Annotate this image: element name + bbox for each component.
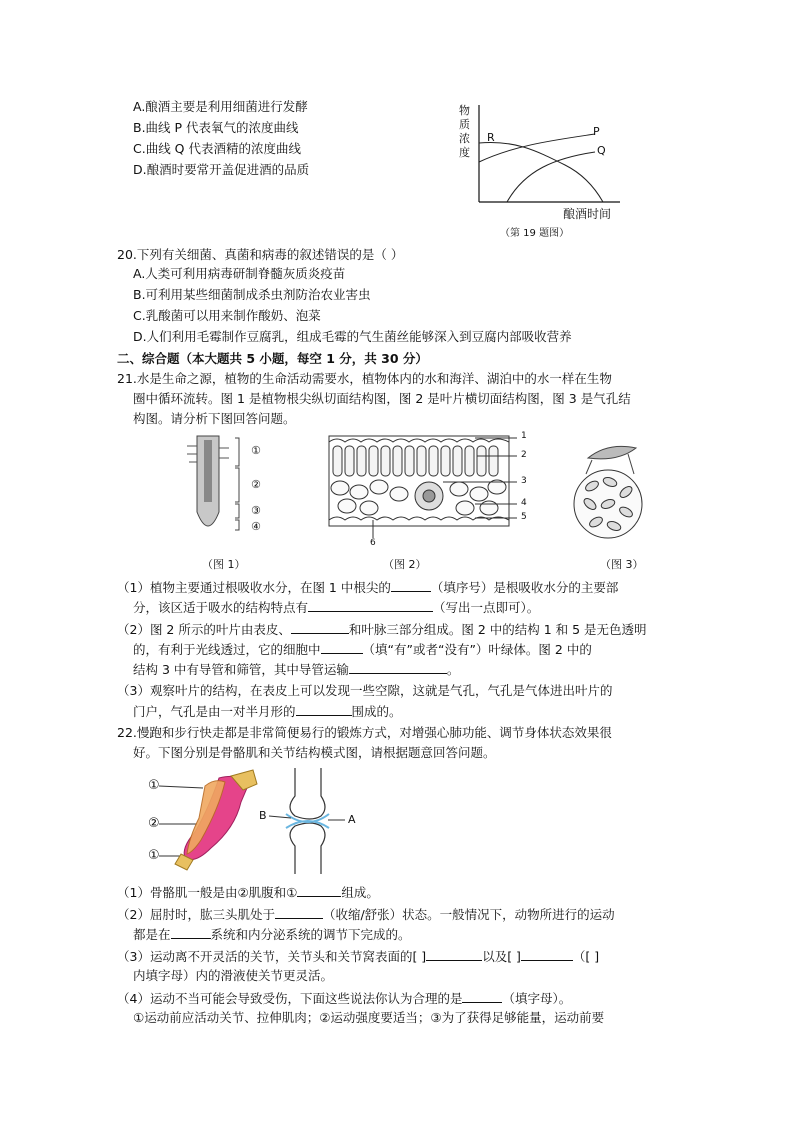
- q21-p1-line2: 分，该区适于吸水的结构特点有 （写出一点即可）。: [133, 600, 540, 615]
- q22-p3-line1: （3）运动离不开灵活的关节，关节头和关节窝表面的[ ] 以及[ ] （[ ]: [117, 949, 600, 964]
- fig1-label-4: ④: [251, 520, 261, 533]
- fig2-label-4: 4: [521, 498, 527, 508]
- fig2-label-1: 1: [521, 431, 527, 441]
- q21-stem-line: 21.水是生命之源，植物的生命活动需要水，植物体内的水和海洋、湖泊中的水一样在生物: [117, 371, 612, 386]
- q22-p4-line2: ①运动前应活动关节、拉伸肌肉；②运动强度要适当；③为了获得足够能量，运动前要: [133, 1010, 605, 1025]
- q21-p3-line2: 门户，气孔是由一对半月形的 围成的。: [133, 704, 402, 719]
- fig2-caption: （图 2）: [383, 558, 427, 571]
- q19-options: [133, 98, 463, 182]
- joint-label-a: A: [348, 813, 356, 826]
- fig2-label-5: 5: [521, 512, 527, 522]
- answer-blank[interactable]: [349, 660, 447, 674]
- stomata-drawing: [568, 440, 648, 550]
- q22-p2-line2: 都是在 系统和内分泌系统的调节下完成的。: [133, 927, 411, 942]
- q22-stem-line1: 22.慢跑和步行快走都是非常简便易行的锻炼方式，对增强心肺功能、调节身体状态效果很: [117, 725, 612, 740]
- q21-p2-line1: （2）图 2 所示的叶片由表皮、 和叶脉三部分组成。图 2 中的结构 1 和 5 是无色透明: [117, 622, 647, 637]
- fig1-caption: （图 1）: [202, 558, 246, 571]
- curve-r: [479, 142, 603, 202]
- fig1-label-2: ②: [251, 478, 261, 491]
- q19-caption: （第 19 题图）: [500, 228, 570, 239]
- answer-blank[interactable]: [171, 925, 211, 939]
- q21-fig2-leaf-section: [325, 432, 535, 552]
- answer-blank[interactable]: [426, 947, 482, 961]
- curve-label-q: Q: [597, 144, 606, 157]
- curve-label-r: R: [487, 131, 495, 144]
- section2-title: 二、综合题（本大题共 5 小题，每空 1 分，共 30 分）: [117, 351, 428, 366]
- q19-option-b: B.曲线 P 代表氧气的浓度曲线: [133, 120, 299, 135]
- y-axis-label: 物 质 浓 度: [459, 104, 470, 159]
- answer-blank[interactable]: [297, 883, 341, 897]
- q21-p1-line1: （1）植物主要通过根吸收水分，在图 1 中根尖的 （填序号）是根吸收水分的主要部: [117, 580, 619, 595]
- q21-p2-line2: 的，有利于光线透过，它的细胞中 （填“有”或者“没有”）叶绿体。图 2 中的: [133, 642, 592, 657]
- q19-chart: [455, 100, 630, 240]
- q19-option-d: D.酿酒时要常开盖促进酒的品质: [133, 162, 310, 177]
- q22-p2-line1: （2）屈肘时，肱三头肌处于 （收缩/舒张）状态。一般情况下，动物所进行的运动: [117, 907, 615, 922]
- q19-option-c: C.曲线 Q 代表酒精的浓度曲线: [133, 141, 301, 156]
- muscle-label-1-top: ①: [148, 778, 160, 793]
- fig3-caption: （图 3）: [600, 558, 644, 571]
- q21-fig3-stomata: [568, 440, 648, 550]
- muscle-joint-drawing: [145, 768, 375, 876]
- q20: [117, 246, 677, 346]
- q22-stem-line2: 好。下图分别是骨骼肌和关节结构模式图，请根据题意回答问题。: [133, 745, 496, 760]
- muscle-label-2: ②: [148, 816, 160, 831]
- answer-blank[interactable]: [308, 598, 433, 612]
- fig2-label-6: 6: [370, 538, 376, 548]
- answer-blank[interactable]: [521, 947, 573, 961]
- q20-option-a: A.人类可利用病毒研制脊髓灰质炎疫苗: [133, 266, 346, 281]
- answer-blank[interactable]: [275, 905, 323, 919]
- answer-blank[interactable]: [296, 702, 352, 716]
- q19-option-a: A.酿酒主要是利用细菌进行发酵: [133, 99, 308, 114]
- answer-blank[interactable]: [321, 640, 363, 654]
- fig1-label-1: ①: [251, 444, 261, 457]
- q22-p1: （1）骨骼肌一般是由②肌腹和① 组成。: [117, 885, 379, 900]
- root-tip-drawing: [175, 432, 285, 544]
- curve-q: [507, 152, 595, 202]
- q21-p2-line3: 结构 3 中有导管和筛管，其中导管运输 。: [133, 662, 460, 677]
- q22-p4-line1: （4）运动不当可能会导致受伤，下面这些说法你认为合理的是 （填字母）。: [117, 991, 572, 1006]
- leaf-section-drawing: [325, 432, 535, 552]
- fig1-label-3: ③: [251, 504, 261, 517]
- curve-label-p: P: [593, 125, 600, 138]
- q21-fig1-root-tip: [175, 432, 285, 544]
- q21-stem: [117, 370, 677, 430]
- q20-option-b: B.可利用某些细菌制成杀虫剂防治农业害虫: [133, 287, 371, 302]
- q20-option-d: D.人们利用毛霉制作豆腐乳，组成毛霉的气生菌丝能够深入到豆腐内部吸收营养: [133, 329, 572, 344]
- q22-figure: [145, 768, 375, 876]
- q21-stem-line: 圈中循环流转。图 1 是植物根尖纵切面结构图，图 2 是叶片横切面结构图，图 3 是气孔结: [133, 391, 631, 406]
- q21-stem-line: 构图。请分析下图回答问题。: [133, 411, 296, 426]
- fig2-label-3: 3: [521, 476, 527, 486]
- answer-blank[interactable]: [391, 578, 431, 592]
- joint-label-b: B: [259, 809, 267, 822]
- answer-blank[interactable]: [462, 989, 502, 1003]
- fig2-label-2: 2: [521, 450, 527, 460]
- q20-stem: 20.下列有关细菌、真菌和病毒的叙述错误的是（ ）: [117, 247, 404, 262]
- q21-p3-line1: （3）观察叶片的结构，在表皮上可以发现一些空隙，这就是气孔，气孔是气体进出叶片的: [117, 683, 613, 698]
- q20-option-c: C.乳酸菌可以用来制作酸奶、泡菜: [133, 308, 321, 323]
- muscle-label-1-bottom: ①: [148, 848, 160, 863]
- x-axis-label: 酿酒时间: [563, 207, 612, 221]
- q22-p3-line2: 内填字母）内的滑液使关节更灵活。: [133, 968, 334, 983]
- curve-p: [479, 134, 595, 162]
- answer-blank[interactable]: [291, 620, 349, 634]
